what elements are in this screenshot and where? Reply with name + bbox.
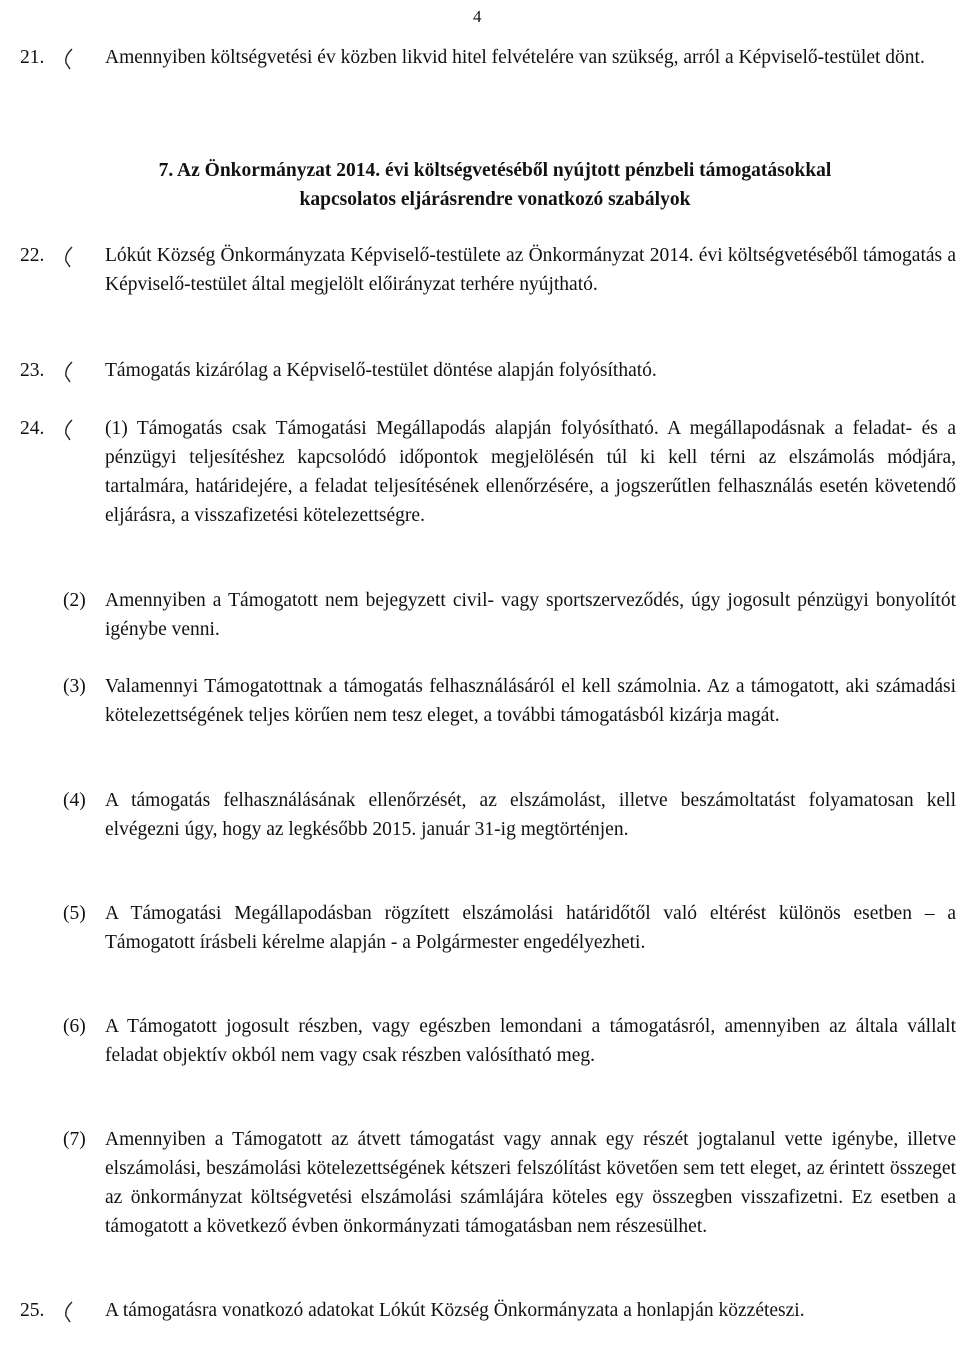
paragraph-number: 21. (20, 47, 45, 68)
paragraph-number: 24. (20, 418, 45, 439)
subparagraph-text: Amennyiben a Támogatott az átvett támogatást vagy annak egy részét jogtalanul vette igénybe, illetve elszámolási, beszámolási kötelezettségének kétszeri felszólítást követően sem tett eleget, az érintett összeget az önkormányzat költségvetési elszámolási számlájára köteles egy összegben visszafizetni. Ez esetben a támogatott a következő évben önkormányzati támogatásban nem részesülhet. (105, 1129, 956, 1237)
subparagraph-text: A Támogatási Megállapodásban rögzített elszámolási határidőtől való eltérést különös esetben – a Támogatott írásbeli kérelme alapján - a Polgármester engedélyezheti. (105, 903, 956, 953)
subparagraph-number: (2) (63, 590, 86, 611)
chapter-heading-line-2: kapcsolatos eljárásrendre vonatkozó szabályok (299, 189, 691, 210)
paragraph-23 (20, 356, 956, 385)
section-mark-icon (64, 246, 74, 268)
subparagraph-text: A Támogatott jogosult részben, vagy egészben lemondani a támogatásról, amennyiben az általa vállalt feladat objektív okból nem vagy csak részben valósítható meg. (105, 1016, 956, 1066)
subparagraph-4 (63, 786, 956, 844)
paragraph-number: 25. (20, 1300, 45, 1321)
subparagraph-5 (63, 899, 956, 957)
subparagraph-text: Támogatás csak Támogatási Megállapodás alapján folyósítható. A megállapodásnak a feladat- és a pénzügyi teljesítéshez kapcsolódó időpontok megjelölésén túl ki kell térni az elszámolás módjára, tartalmára, határidejére, a feladat teljesítésének ellenőrzésére, a jogszerűtlen felhasználás esetén követendő eljárásra, a visszafizetési kötelezettségre. (105, 418, 956, 526)
subparagraph-1 (105, 414, 956, 530)
paragraph-24 (20, 414, 956, 530)
paragraph-22 (20, 241, 956, 299)
paragraph-number: 23. (20, 360, 45, 381)
subparagraph-number: (7) (63, 1129, 86, 1150)
paragraph-21 (20, 43, 956, 72)
subparagraph-number: (3) (63, 676, 86, 697)
subparagraph-text: Valamennyi Támogatottnak a támogatás felhasználásáról el kell számolnia. Az a támogatott, aki számadási kötelezettségének teljes körűen nem tesz eleget, a további támogatásból kizárja magát. (105, 676, 956, 726)
subparagraph-7 (63, 1125, 956, 1241)
subparagraph-text: Amennyiben a Támogatott nem bejegyzett civil- vagy sportszerveződés, úgy jogosult pénzügyi bonyolítót igénybe venni. (105, 590, 956, 640)
section-mark-icon (64, 419, 74, 441)
subparagraph-2 (63, 586, 956, 644)
paragraph-text: Támogatás kizárólag a Képviselő-testület döntése alapján folyósítható. (105, 360, 657, 381)
subparagraph-3 (63, 672, 956, 730)
chapter-heading-line-1: 7. Az Önkormányzat 2014. évi költségvetéséből nyújtott pénzbeli támogatásokkal (158, 160, 832, 181)
page-number: 4 (473, 7, 482, 26)
section-mark-icon (64, 1301, 74, 1323)
paragraph-25 (20, 1296, 956, 1325)
chapter-heading (0, 156, 960, 214)
section-mark-icon (64, 361, 74, 383)
subparagraph-6 (63, 1012, 956, 1070)
subparagraph-number: (6) (63, 1016, 86, 1037)
paragraph-text: Lókút Község Önkormányzata Képviselő-testülete az Önkormányzat 2014. évi költségvetéséből támogatás a Képviselő-testület által megjelölt előirányzat terhére nyújtható. (105, 245, 956, 295)
section-mark-icon (64, 48, 74, 70)
subparagraph-number: (5) (63, 903, 86, 924)
subparagraph-text: A támogatás felhasználásának ellenőrzését, az elszámolást, illetve beszámoltatást folyamatosan kell elvégezni úgy, hogy az legkésőbb 2015. január 31-ig megtörténjen. (105, 790, 956, 840)
subparagraph-number: (4) (63, 790, 86, 811)
paragraph-text: A támogatásra vonatkozó adatokat Lókút Község Önkormányzata a honlapján közzéteszi. (105, 1300, 805, 1321)
paragraph-text: Amennyiben költségvetési év közben likvid hitel felvételére van szükség, arról a Képviselő-testület dönt. (105, 47, 925, 68)
paragraph-number: 22. (20, 245, 45, 266)
subparagraph-number: (1) (105, 418, 128, 439)
